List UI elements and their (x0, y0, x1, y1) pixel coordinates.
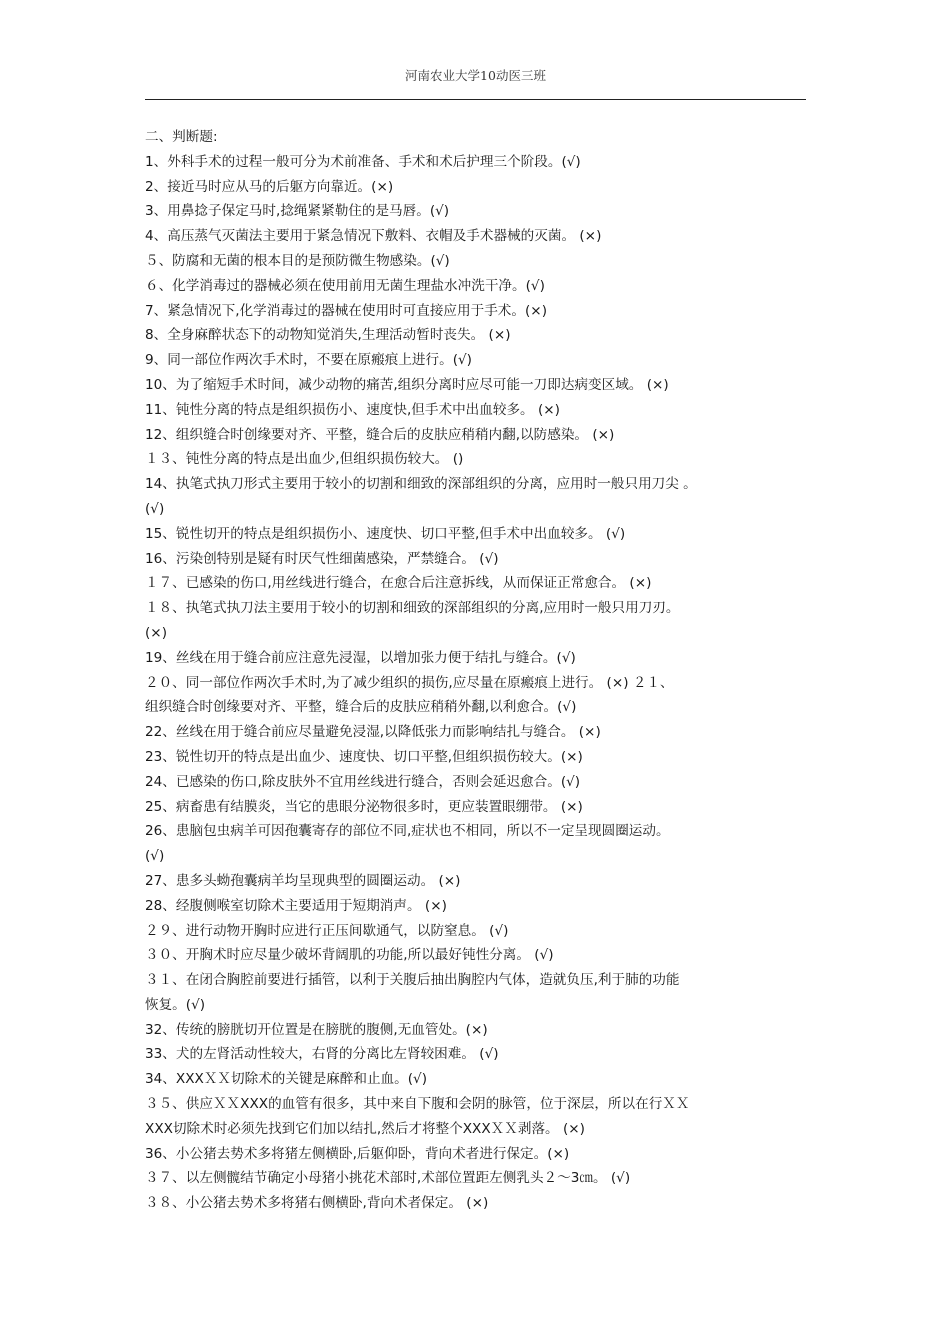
question-line: ２０、同一部位作两次手术时,为了减少组织的损伤,应尽量在原瘢痕上进行。 (×) ２１、 (145, 674, 674, 691)
question-line: (√) (145, 848, 165, 865)
question-line: １８、执笔式执刀法主要用于较小的切割和细致的深部组织的分离,应用时一般只用刀刃。 (145, 600, 680, 617)
document-body (145, 125, 807, 1216)
question-line: 19、丝线在用于缝合前应注意先浸湿，以增加张力便于结扎与缝合。(√) (145, 649, 576, 666)
question-line: ５、防腐和无菌的根本目的是预防微生物感染。(√) (145, 252, 450, 269)
question-line: 3、用鼻捻子保定马时,捻绳紧紧勒住的是马唇。(√) (145, 203, 450, 220)
question-line: 1、外科手术的过程一般可分为术前准备、手术和术后护理三个阶段。(√) (145, 153, 581, 170)
question-line: 9、同一部位作两次手术时，不要在原瘢痕上进行。(√) (145, 352, 472, 369)
question-line: 34、XXXＸＸ切除术的关键是麻醉和止血。(√) (145, 1071, 428, 1088)
question-line: XXX切除术时必须先找到它们加以结扎,然后才将整个XXXＸＸ剥落。 (×) (145, 1120, 585, 1137)
question-line: ３８、小公猪去势术多将猪右侧横卧,背向术者保定。 (×) (145, 1195, 489, 1212)
question-line: 22、丝线在用于缝合前应尽量避免浸湿,以降低张力而影响结扎与缝合。 (×) (145, 724, 601, 741)
question-line: 36、小公猪去势术多将猪左侧横卧,后躯仰卧，背向术者进行保定。(×) (145, 1145, 570, 1162)
question-line: ２９、进行动物开胸时应进行正压间歇通气，以防窒息。 (√) (145, 922, 509, 939)
question-line: 28、经腹侧喉室切除术主要适用于短期消声。 (×) (145, 897, 447, 914)
header-divider (145, 99, 806, 100)
question-line: 2、接近马时应从马的后躯方向靠近。(×) (145, 178, 394, 195)
question-line: 8、全身麻醉状态下的动物知觉消失,生理活动暂时丧失。 (×) (145, 327, 511, 344)
question-line: 12、组织缝合时创缘要对齐、平整，缝合后的皮肤应稍稍内翻,以防感染。 (×) (145, 426, 615, 443)
question-list (145, 150, 807, 1216)
question-line: 4、高压蒸气灭菌法主要用于紧急情况下敷料、衣帽及手术器械的灭菌。 (×) (145, 228, 602, 245)
question-line: 7、紧急情况下,化学消毒过的器械在使用时可直接应用于手术。(×) (145, 302, 547, 319)
question-line: １７、已感染的伤口,用丝线进行缝合，在愈合后注意拆线，从而保证正常愈合。 (×) (145, 575, 652, 592)
question-line: 33、犬的左肾活动性较大，右肾的分离比左肾较困难。 (√) (145, 1046, 499, 1063)
question-line: (×) (145, 624, 167, 641)
question-line: 26、患脑包虫病羊可因孢囊寄存的部位不同,症状也不相同，所以不一定呈现圆圈运动。 (145, 823, 670, 840)
question-line: ３０、开胸术时应尽量少破坏背阔肌的功能,所以最好钝性分离。 (√) (145, 947, 554, 964)
question-line: 16、污染创特别是疑有时厌气性细菌感染，严禁缝合。 (√) (145, 550, 499, 567)
question-line: 25、病畜患有结膜炎，当它的患眼分泌物很多时，更应装置眼绷带。 (×) (145, 798, 583, 815)
question-line: 恢复。(√) (145, 996, 206, 1013)
question-line: ３５、供应ＸＸXXX的血管有很多，其中来自下腹和会阴的脉管，位于深层，所以在行ＸＸ (145, 1096, 690, 1113)
question-line: 组织缝合时创缘要对齐、平整，缝合后的皮肤应稍稍外翻,以利愈合。(√) (145, 699, 577, 716)
question-line: ３７、以左侧髋结节确定小母猪小挑花术部时,术部位置距左侧乳头２～3㎝。 (√) (145, 1170, 631, 1187)
question-line: (√) (145, 500, 165, 517)
question-line: 10、为了缩短手术时间，减少动物的痛苦,组织分离时应尽可能一刀即达病变区域。 (×) (145, 376, 669, 393)
question-line: 24、已感染的伤口,除皮肤外不宜用丝线进行缝合，否则会延迟愈合。(√) (145, 773, 581, 790)
question-line: 32、传统的膀胱切开位置是在膀胱的腹侧,无血管处。(×) (145, 1021, 488, 1038)
page-header: 河南农业大学10动医三班 (405, 68, 546, 83)
question-line: １３、钝性分离的特点是出血少,但组织损伤较大。 () (145, 451, 464, 468)
question-line: 11、钝性分离的特点是组织损伤小、速度快,但手术中出血较多。 (×) (145, 401, 560, 418)
question-line: ６、化学消毒过的器械必须在使用前用无菌生理盐水冲洗干净。(√) (145, 277, 545, 294)
question-line: ３１、在闭合胸腔前要进行插管，以利于关腹后抽出胸腔内气体，造就负压,利于肺的功能 (145, 972, 680, 989)
question-line: 27、患多头蚴孢囊病羊均呈现典型的圆圈运动。 (×) (145, 872, 461, 889)
question-line: 23、锐性切开的特点是出血少、速度快、切口平整,但组织损伤较大。(×) (145, 748, 583, 765)
question-line: 14、执笔式执刀形式主要用于较小的切割和细致的深部组织的分离，应用时一般只用刀尖 。 (145, 476, 697, 493)
section-title: 二、判断题: (145, 129, 218, 145)
question-line: 15、锐性切开的特点是组织损伤小、速度快、切口平整,但手术中出血较多。 (√) (145, 525, 626, 542)
